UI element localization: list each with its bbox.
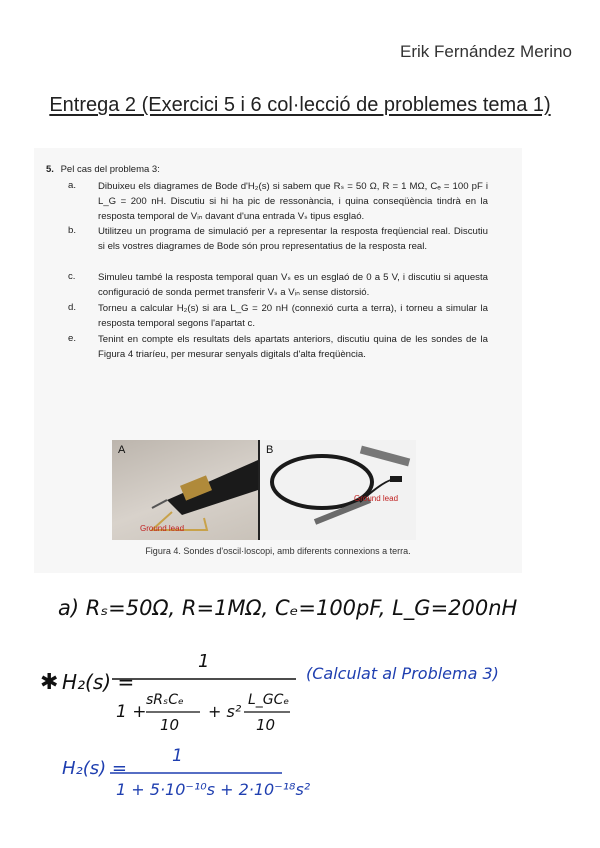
- denominator-one: 1 +: [116, 702, 147, 722]
- item-letter: b.: [68, 225, 77, 236]
- frac2-numerator: L_GCₑ: [248, 692, 290, 708]
- panel-label-a: A: [118, 444, 126, 456]
- h2-result-denominator: 1 + 5·10⁻¹⁰s + 2·10⁻¹⁸s²: [116, 780, 311, 799]
- plus-s-squared: + s²: [208, 702, 242, 721]
- h2-result-numerator: 1: [172, 746, 183, 766]
- calculation-note: (Calculat al Problema 3): [306, 664, 499, 683]
- figure-caption: Figura 4. Sondes d'oscil·loscopi, amb diferents connexions a terra.: [145, 546, 411, 556]
- item-letter: a.: [68, 180, 77, 191]
- item-text: Torneu a calcular H₂(s) si ara L_G = 20 nH (connexió curta a terra), i torneu a simular la resposta temporal segons l'apartat c.: [98, 303, 488, 329]
- problem-intro: Pel cas del problema 3:: [60, 164, 160, 175]
- asterisk-mark: ✱: [40, 670, 59, 695]
- item-letter: e.: [68, 333, 77, 344]
- probe-photo-a: [112, 440, 258, 540]
- item-text: Simuleu també la resposta temporal quan Vₛ es un esglaó de 0 a 5 V, i discutiu si aquesta configuració de sonda permet transferir Vₛ a Vᵢₙ sense distorsió.: [98, 272, 488, 298]
- item-letter: d.: [68, 302, 77, 313]
- probe-figure: [112, 440, 416, 540]
- frac1-numerator: sRₛCₑ: [146, 692, 184, 708]
- problem-number: 5.: [46, 164, 54, 175]
- h2-numerator: 1: [198, 651, 210, 672]
- problem-statement: [34, 148, 522, 573]
- item-text: Tenint en compte els resultats dels apartats anteriors, discutiu quina de les sondes de la Figura 4 triaríeu, per mesurar senyals digitals d'alta freqüència.: [98, 334, 488, 360]
- panel-label-b: B: [266, 444, 274, 456]
- h2-lhs: H₂(s) =: [62, 670, 135, 694]
- page-title: Entrega 2 (Exercici 5 i 6 col·lecció de problemes tema 1): [49, 94, 551, 116]
- probe-photo-b: [260, 440, 416, 540]
- probe-b-illustration: [260, 440, 416, 540]
- item-text: Dibuixeu els diagrames de Bode d'H₂(s) si sabem que Rₛ = 50 Ω, R = 1 MΩ, Cₑ = 100 pF i L_G = 200 nH. Discutiu si hi ha pic de ressonància, i quina conseqüència tindrà en la resposta temporal de Vᵢₙ davant d'una entrada Vₛ tipus esglaó.: [98, 181, 488, 222]
- problem-heading: [46, 164, 160, 175]
- ground-lead-label-b: Ground lead: [354, 494, 399, 503]
- frac1-denominator: 10: [160, 716, 180, 734]
- frac2-denominator: 10: [256, 716, 276, 734]
- author-name: Erik Fernández Merino: [400, 42, 572, 61]
- ground-lead-label-a: Ground lead: [140, 524, 185, 533]
- probe-a-illustration: [112, 440, 258, 540]
- item-letter: c.: [68, 271, 76, 282]
- h2-lhs-result: H₂(s) =: [62, 758, 127, 779]
- item-text: Utilitzeu un programa de simulació per a representar la resposta freqüencial real. Discutiu si els vostres diagrames de Bode són prou representatius de la resposta real.: [98, 226, 488, 252]
- handwritten-given-values: a) Rₛ=50Ω, R=1MΩ, Cₑ=100pF, L_G=200nH: [58, 596, 518, 620]
